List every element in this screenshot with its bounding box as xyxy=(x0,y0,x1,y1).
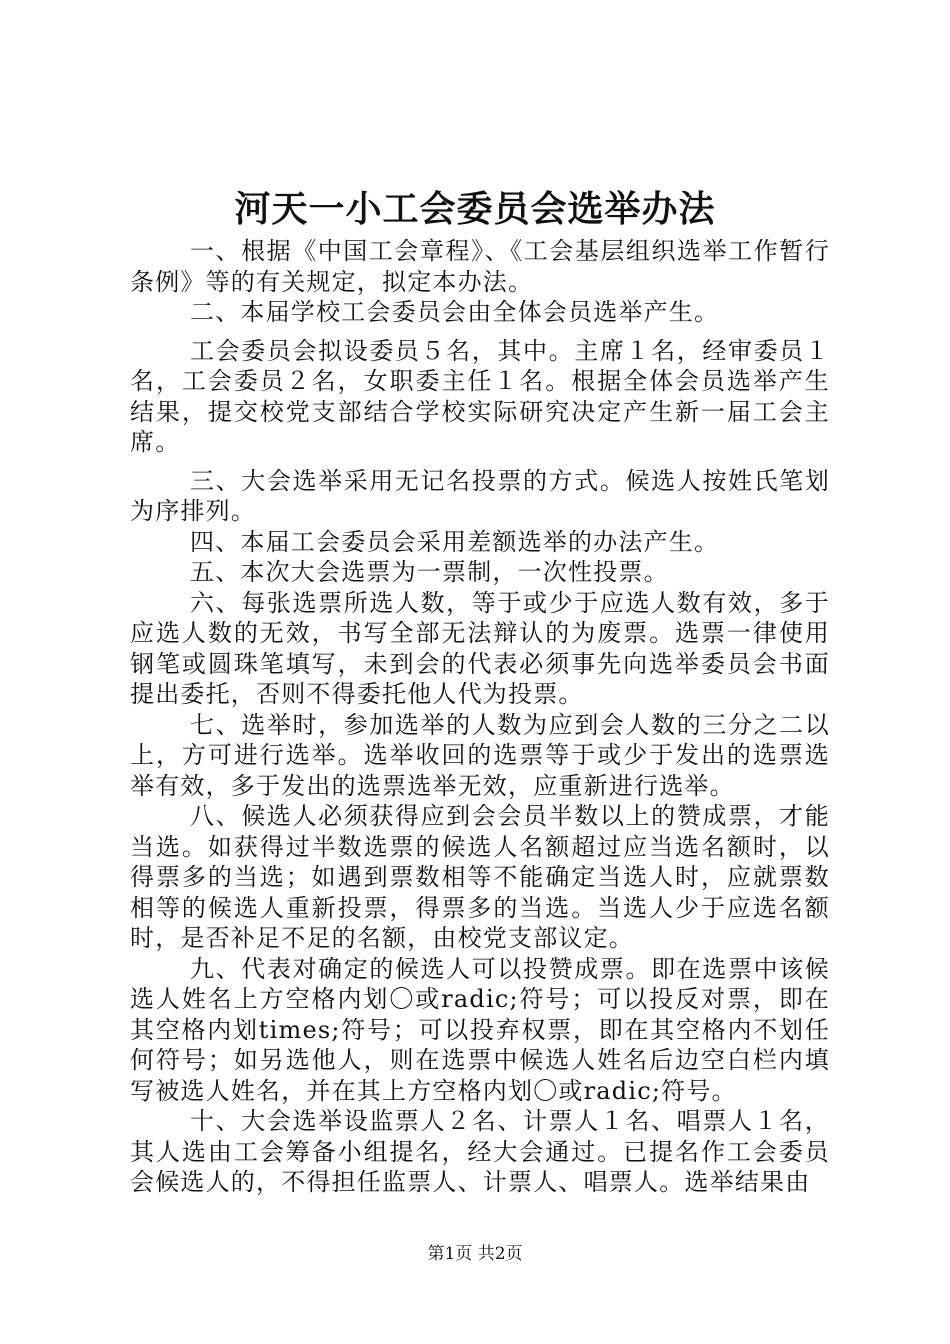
document-title: 河天一小工会委员会选举办法 xyxy=(234,188,716,230)
paragraph-2: 二、本届学校工会委员会由全体会员选举产生。 xyxy=(190,298,720,326)
document-body xyxy=(130,236,830,1198)
paragraph-9: 八、候选人必须获得应到会会员半数以上的赞成票，才能当选。如获得过半数选票的候选人名额超过应当选名额时，以得票多的当选；如遇到票数相等不能确定当选人时，应就票数相等的候选人重新投票，得票多的当选。当选人少于应选名额时，是否补足不足的名额，由校党支部议定。 xyxy=(130,802,830,952)
paragraph-3: 工会委员会拟设委员５名，其中。主席１名，经审委员１名，工会委员２名，女职委主任１名。根据全体会员选举产生结果，提交校党支部结合学校实际研究决定产生新一届工会主席。 xyxy=(130,336,830,456)
paragraph-8: 七、选举时，参加选举的人数为应到会人数的三分之二以上，方可进行选举。选举收回的选票等于或少于发出的选票选举有效，多于发出的选票选举无效，应重新进行选举。 xyxy=(130,710,830,800)
paragraph-10: 九、代表对确定的候选人可以投赞成票。即在选票中该候选人姓名上方空格内划〇或radic;符号；可以投反对票，即在其空格内划times;符号；可以投弃权票，即在其空格内不划任何符号；如另选他人，则在选票中候选人姓名后边空白栏内填写被选人姓名，并在其上方空格内划〇或radic;符号。 xyxy=(130,954,830,1105)
paragraph-1: 一、根据《中国工会章程》、《工会基层组织选举工作暂行条例》等的有关规定，拟定本办法。 xyxy=(130,237,830,296)
paragraph-6: 五、本次大会选票为一票制，一次性投票。 xyxy=(190,558,669,586)
paragraph-7: 六、每张选票所选人数，等于或少于应选人数有效，多于应选人数的无效，书写全部无法辩认的为废票。选票一律使用钢笔或圆珠笔填写，未到会的代表必须事先向选举委员会书面提出委托，否则不得委托他人代为投票。 xyxy=(130,588,830,708)
page-footer: 第1页 共2页 xyxy=(427,1244,523,1264)
paragraph-5: 四、本届工会委员会采用差额选举的办法产生。 xyxy=(190,527,720,556)
paragraph-4: 三、大会选举采用无记名投票的方式。候选人按姓氏笔划为序排列。 xyxy=(130,466,830,525)
paragraph-11: 十、大会选举设监票人２名、计票人１名、唱票人１名，其人选由工会筹备小组提名，经大会通过。已提名作工会委员会候选人的，不得担任监票人、计票人、唱票人。选举结果由 xyxy=(130,1107,830,1196)
